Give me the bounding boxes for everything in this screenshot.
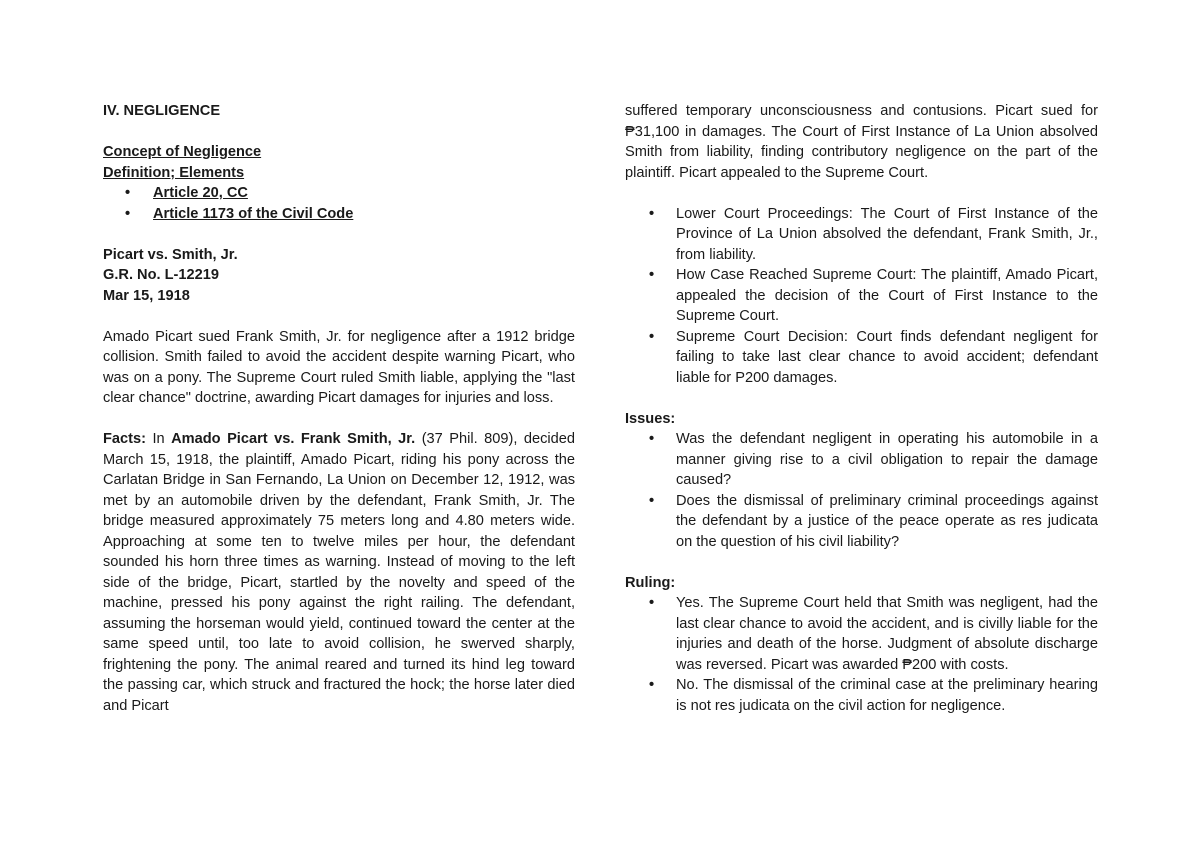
- facts-lead: In: [152, 431, 165, 447]
- article-item: • Article 20, CC: [103, 183, 575, 204]
- proceedings-item: • How Case Reached Supreme Court: The plaintiff, Amado Picart, appealed the decision of the Court of First Instance to the Supreme Court.: [649, 267, 1098, 324]
- issue-item: • Was the defendant negligent in operating his automobile in a manner giving rise to a civil obligation to repair the damage caused?: [649, 431, 1098, 488]
- bullet-icon: •: [649, 595, 655, 611]
- issue-item: • Does the dismissal of preliminary criminal proceedings against the defendant by a justice of the peace operate as res judicata on the question of his civil liability?: [649, 492, 1098, 550]
- section-heading: IV. NEGLIGENCE: [103, 103, 221, 119]
- ruling-item: • Yes. The Supreme Court held that Smith was negligent, had the last clear chance to avoid the accident, and is civilly liable for the injuries and death of the horse. Judgment of absolute discharge was reversed. Picart was awarded ₱200 with costs.: [649, 595, 1098, 673]
- case-title: Picart vs. Smith, Jr.: [103, 246, 238, 263]
- bullet-icon: •: [649, 328, 655, 345]
- bullet-icon: •: [125, 185, 131, 201]
- facts-paragraph: [103, 429, 575, 716]
- definition-heading: Definition; Elements: [103, 164, 245, 181]
- bullet-icon: •: [649, 267, 655, 283]
- proceedings-item: • Lower Court Proceedings: The Court of First Instance of the Province of La Union absolved the defendant, Frank Smith, Jr., from liability.: [649, 205, 1098, 263]
- ruling-heading: Ruling:: [625, 574, 676, 591]
- right-column: [625, 101, 1098, 716]
- proceedings-list: [625, 204, 1098, 389]
- facts-continuation: suffered temporary unconsciousness and contusions. Picart sued for ₱31,100 in damages. The Court of First Instance of La Union absolved Smith from liability, finding contributory negligence on the part of the plaintiff. Picart appealed to the Supreme Court.: [625, 103, 1098, 181]
- facts-label: Facts:: [103, 431, 146, 447]
- article-item: • Article 1173 of the Civil Code: [103, 204, 575, 225]
- issues-heading: Issues:: [625, 410, 676, 427]
- bullet-icon: •: [649, 205, 655, 222]
- ruling-list: [625, 593, 1098, 716]
- left-column: [103, 101, 575, 716]
- bullet-icon: •: [649, 492, 655, 509]
- ruling-item: • No. The dismissal of the criminal case at the preliminary hearing is not res judicata on the civil action for negligence.: [649, 677, 1098, 714]
- issues-list: [625, 429, 1098, 552]
- bullet-icon: •: [125, 205, 131, 222]
- bullet-icon: •: [649, 677, 655, 693]
- case-summary: Amado Picart sued Frank Smith, Jr. for negligence after a 1912 bridge collision. Smith failed to avoid the accident despite warning Picart, who was on a pony. The Supreme Court ruled Smith liable, applying the "last clear chance" doctrine, awarding Picart damages for injuries and loss.: [103, 328, 575, 406]
- facts-body: (37 Phil. 809), decided March 15, 1918, the plaintiff, Amado Picart, riding his pony across the Carlatan Bridge in San Fernando, La Union on December 12, 1912, was met by an automobile driven by the defendant, Frank Smith, Jr. The bridge measured approximately 75 meters long and 4.80 meters wide. Approaching at some ten to twelve miles per hour, the defendant sounded his horn three times as warning. Instead of moving to the left side of the bridge, Picart, startled by the novelty and speed of the machine, pressed his pony against the right railing. The defendant, assuming the horseman would yield, continued toward the center at the same speed until, too late to avoid collision, he swerved sharply, frightening the pony. The animal reared and turned its hind leg toward the passing car, which struck and fractured the hock; the horse later died and Picart: [103, 431, 575, 714]
- concept-heading: Concept of Negligence: [103, 144, 262, 160]
- proceedings-item: • Supreme Court Decision: Court finds defendant negligent for failing to take last clear chance to avoid accident; defendant liable for P200 damages.: [649, 328, 1098, 386]
- facts-case-name: Amado Picart vs. Frank Smith, Jr.: [171, 431, 416, 447]
- article-list: [103, 183, 575, 224]
- case-date: Mar 15, 1918: [103, 287, 190, 304]
- case-gr-number: G.R. No. L-12219: [103, 267, 219, 283]
- bullet-icon: •: [649, 431, 655, 447]
